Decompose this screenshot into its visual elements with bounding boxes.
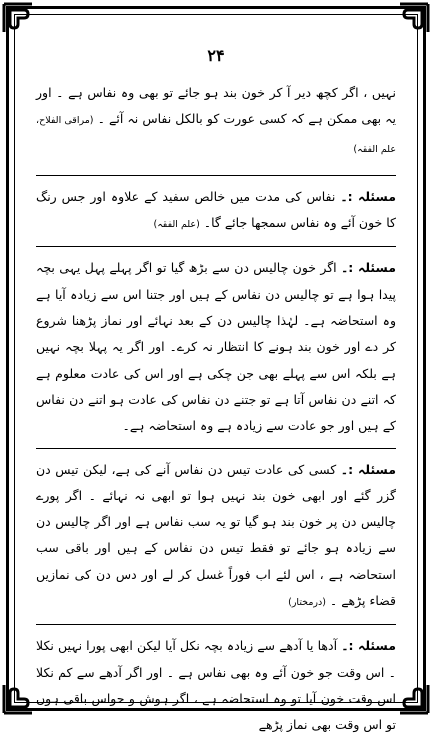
section-divider (36, 175, 396, 176)
reference-citation: (درمختار) (288, 597, 326, 609)
masala-heading: مسئلہ :۔ (340, 461, 397, 477)
paragraph-text: آدھا یا آدھے سے زیادہ بچہ نکل آیا لیکن ابھی پورا نہیں نکلا ۔ اس وقت جو خون آئے وہ بھی نفاس ہے ۔ اور اگر آدھے سے کم نکلا اس وقت خون آیا تو وہ استحاضہ ہے ، اگر ہوش و حواس باقی ہوں تو اس وقت بھی نماز پڑھے (36, 638, 396, 733)
section-divider (36, 624, 396, 625)
reference-citation: (علم الفقہ) (153, 219, 200, 231)
corner-ornament-top-left (2, 2, 46, 46)
masala-heading: مسئلہ :۔ (341, 638, 396, 654)
paragraph-text: کسی کی عادت تیس دن نفاس آنے کی ہے، لیکن تیس دن گزر گئے اور ابھی خون بند نہیں ہوا تو ابھی نہ نہائے ۔ اگر پورے چالیس دن پر خون بند ہو گیا تو یہ سب نفاس ہے اور اگر چالیس دن سے زیادہ ہو جائے تو فقط تیس دن نفاس کے ہیں اور باقی سب استحاضہ ہے ، اس لئے اب فوراً غسل کر لے اور دس دن کی نمازیں قضاء پڑھے ۔ (36, 461, 396, 609)
paragraph-text: نفاس کی مدت میں خالص سفید کے علاوہ اور جس رنگ کا خون آئے وہ نفاس سمجھا جائے گا۔ (36, 188, 396, 231)
section-divider (36, 448, 396, 449)
paragraph-4 (36, 457, 396, 617)
page-number: ۲۴ (207, 46, 225, 65)
paragraph-text: اگر خون چالیس دن سے بڑھ گیا تو اگر پہلے پہل یہی بچہ پیدا ہوا ہے تو چالیس دن نفاس کے ہیں اور جتنا اس سے زیادہ آیا ہے وہ استحاضہ ہے۔ لہٰذا چالیس دن کے بعد نہائے اور نماز پڑھنا شروع کر دے اور خون بند ہونے کا انتظار نہ کرے۔ اور اگر یہ پہلا بچہ نہیں ہے بلکہ اس سے پہلے بھی جن چکی ہے اور اس کی عادت معلوم ہے کہ اتنے دن نفاس آتا ہے تو جتنے دن نفاس کی عادت ہو اتنے دن نفاس کے ہیں اور جو عادت سے زیادہ ہے وہ استحاضہ ہے۔ (36, 260, 396, 434)
section-divider (36, 246, 396, 247)
masala-heading: مسئلہ :۔ (340, 260, 396, 276)
corner-ornament-top-right (386, 2, 430, 46)
paragraph-3 (36, 255, 396, 439)
masala-heading: مسئلہ :۔ (340, 188, 396, 204)
reference-citation: (مراقی الفلاح، علم الفقہ) (36, 115, 396, 155)
paragraph-text: نہیں ، اگر کچھ دیر آ کر خون بند ہو جائے تو بھی وہ نفاس ہے ۔ اور یہ بھی ممکن ہے کہ کسی عورت کو بالکل نفاس نہ آئے ۔ (36, 85, 396, 127)
paragraph-5 (36, 633, 396, 738)
paragraph-2 (36, 184, 396, 239)
page-body (36, 80, 396, 747)
paragraph-1 (36, 80, 396, 163)
